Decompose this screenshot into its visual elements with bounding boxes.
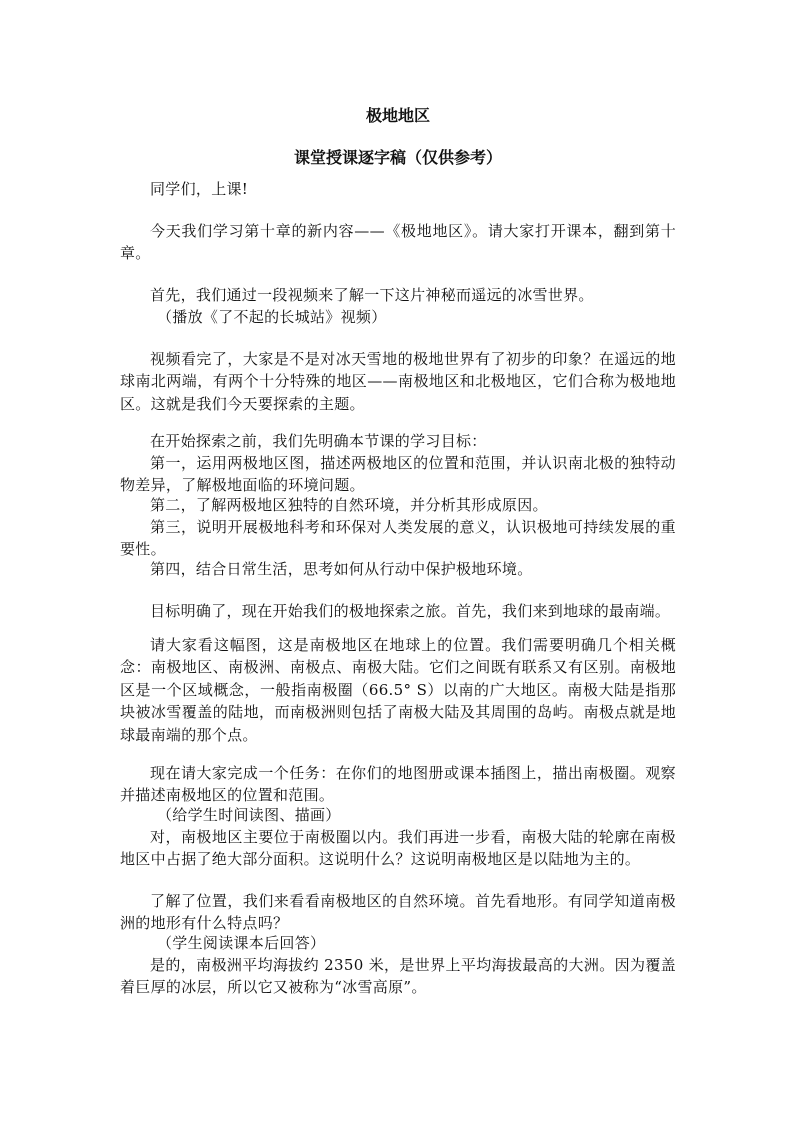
paragraph-goals-heading: 在开始探索之前，我们先明确本节课的学习目标：	[150, 432, 487, 450]
paragraph-terrain-answer: 是的，南极洲平均海拔约 2350 米，是世界上平均海拔最高的大洲。因为覆盖着巨厚的冰层，所以它又被称为“冰雪高原”。	[120, 956, 676, 997]
paragraph-antarctic-location: 对，南极地区主要位于南极圈以内。我们再进一步看，南极大陆的轮廓在南极地区中占据了绝大部分面积。这说明什么？这说明南极地区是以陆地为主的。	[120, 828, 676, 869]
paragraph-video-intro: 首先，我们通过一段视频来了解一下这片神秘而遥远的冰雪世界。	[150, 286, 594, 304]
document-subtitle: 课堂授课逐字稿（仅供参考）	[293, 148, 502, 167]
paragraph-video-note: （播放《了不起的长城站》视频）	[157, 308, 387, 326]
paragraph-goal-3: 第三，说明开展极地科考和环保对人类发展的意义，认识极地可持续发展的重要性。	[120, 518, 676, 559]
paragraph-goal-4: 第四，结合日常生活，思考如何从行动中保护极地环境。	[150, 560, 533, 578]
paragraph-answer-note: （学生阅读课本后回答）	[157, 934, 326, 952]
paragraph-task: 现在请大家完成一个任务：在你们的地图册或课本插图上，描出南极圈。观察并描述南极地区的位置和范围。	[120, 764, 676, 805]
paragraph-journey-start: 目标明确了，现在开始我们的极地探索之旅。首先，我们来到地球的最南端。	[150, 602, 671, 620]
paragraph-terrain-question: 了解了位置，我们来看看南极地区的自然环境。首先看地形。有同学知道南极洲的地形有什么特点吗？	[120, 892, 676, 933]
paragraph-goal-2: 第二，了解两极地区独特的自然环境，并分析其形成原因。	[150, 496, 548, 514]
paragraph-task-note: （给学生时间读图、描画）	[157, 806, 341, 824]
paragraph-video-summary: 视频看完了，大家是不是对冰天雪地的极地世界有了初步的印象？在遥远的地球南北两端，有两个十分特殊的地区——南极地区和北极地区，它们合称为极地地区。这就是我们今天要探索的主题。	[120, 350, 676, 413]
paragraph-intro: 今天我们学习第十章的新内容——《极地地区》。请大家打开课本，翻到第十章。	[120, 222, 676, 263]
paragraph-greeting: 同学们，上课!	[150, 180, 249, 198]
paragraph-goal-1: 第一，运用两极地区图，描述两极地区的位置和范围，并认识南北极的独特动物差异，了解极地面临的环境问题。	[120, 454, 676, 495]
paragraph-antarctic-concepts: 请大家看这幅图，这是南极地区在地球上的位置。我们需要明确几个相关概念：南极地区、南极洲、南极点、南极大陆。它们之间既有联系又有区别。南极地区是一个区域概念，一般指南极圈（66.5° S）以南的广大地区。南极大陆是指那块被冰雪覆盖的陆地，而南极洲则包括了南极大陆及其周围的岛屿。南极点就是地球最南端的那个点。	[120, 636, 676, 744]
document-title: 极地地区	[365, 106, 430, 125]
